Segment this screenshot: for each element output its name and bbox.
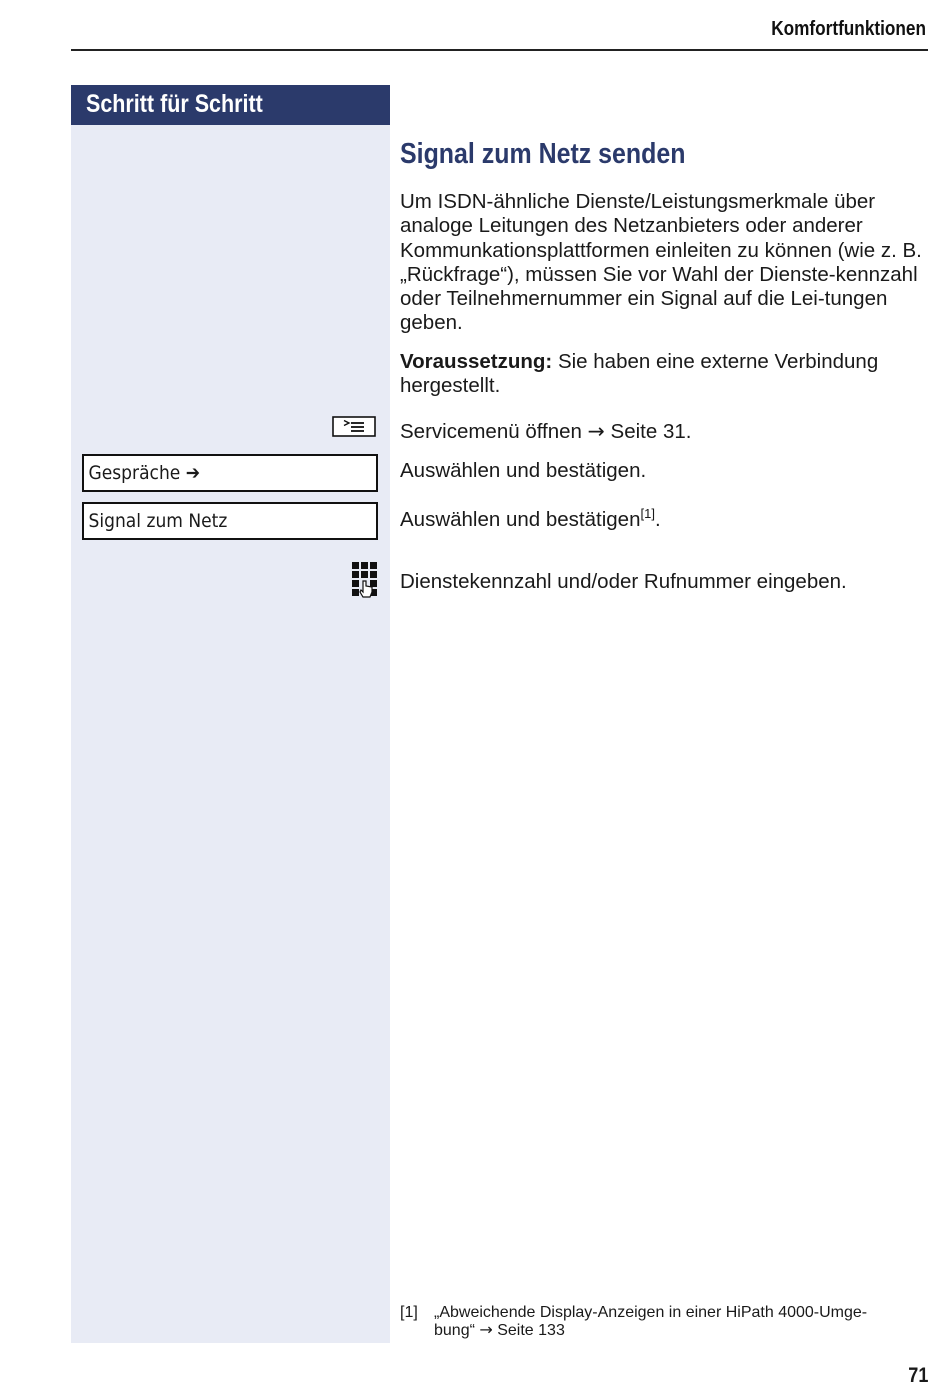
prerequisite-text: Sie haben eine externe Verbindung hergestellt. xyxy=(400,350,879,398)
menu-item-label: Gespräche ➔ xyxy=(88,462,201,484)
step-sidebar xyxy=(71,85,390,1343)
intro-paragraph: Um ISDN-ähnliche Dienste/Leistungsmerkmale über analoge Leitungen des Netzanbieters oder anderer Kommunkationsplattformen einleiten zu können (wie z. B. „Rückfrage“), müssen Sie vor Wahl der Dienste-kennzahl oder Teilnehmernummer ein Signal auf die Lei-tungen geben. xyxy=(400,190,922,335)
sidebar-title: Schritt für Schritt xyxy=(86,90,263,118)
footnote-reference[interactable]: [1] xyxy=(640,506,655,522)
step-open-service-menu: Servicemenü öffnen → Seite 31. xyxy=(400,419,692,443)
prerequisite-paragraph xyxy=(400,350,930,399)
page-reference[interactable]: Seite 31. xyxy=(604,420,692,443)
page-number: 71 xyxy=(907,1364,928,1387)
arrow-icon: → xyxy=(587,419,605,443)
menu-item-label: Signal zum Netz xyxy=(88,510,228,532)
sidebar-header xyxy=(71,85,390,125)
step-select-gespraeche: Auswählen und bestätigen. xyxy=(400,459,647,482)
page-reference[interactable]: Seite 133 xyxy=(492,1322,565,1339)
keypad-icon xyxy=(351,561,379,601)
header-section-title: Komfortfunktionen xyxy=(771,18,926,40)
menu-item-signal-zum-netz[interactable] xyxy=(82,502,378,540)
footnote-text: „Abweichende Display-Anzeigen in einer HiPath 4000-Umge-bung“ → Seite 133 xyxy=(434,1304,868,1339)
footnote-marker: [1] xyxy=(400,1304,418,1321)
step-enter-number: Dienstekennzahl und/oder Rufnummer eingeben. xyxy=(400,570,847,593)
menu-item-gespraeche[interactable] xyxy=(82,454,378,492)
step-select-signal: Auswählen und bestätigen[1]. xyxy=(400,506,661,531)
arrow-icon: → xyxy=(479,1320,493,1339)
prerequisite-label: Voraussetzung: xyxy=(400,350,553,373)
service-menu-icon xyxy=(332,416,376,437)
header-rule xyxy=(71,49,928,51)
page-title: Signal zum Netz senden xyxy=(400,138,686,170)
